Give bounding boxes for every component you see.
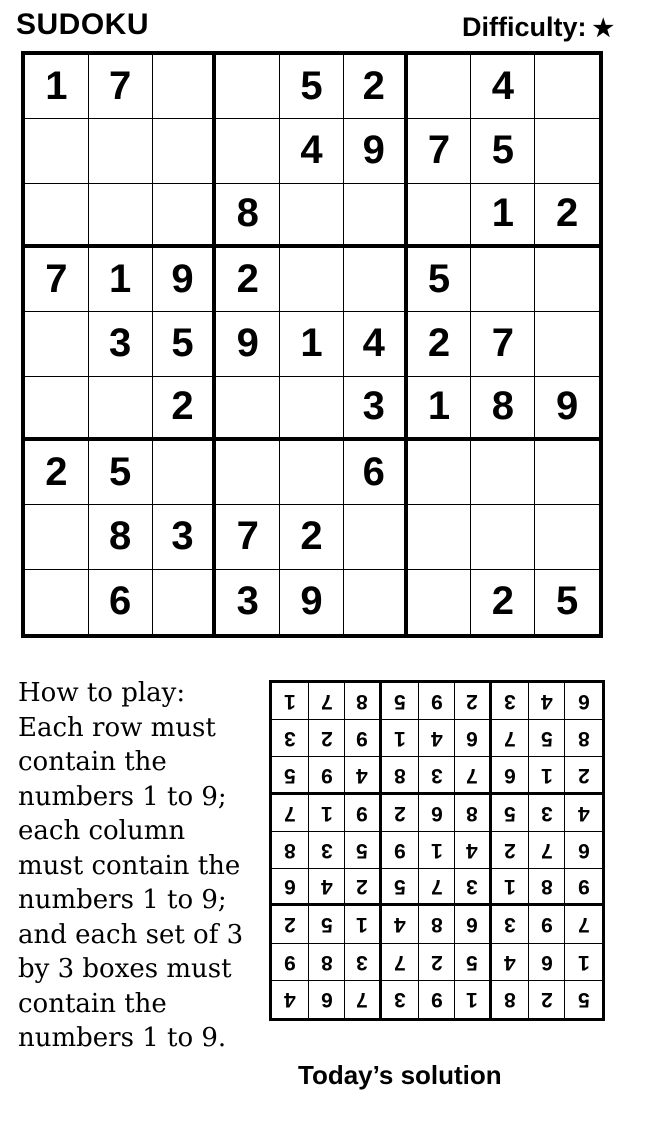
solution-cell-r7c5 <box>419 906 456 943</box>
puzzle-cell-r6c6[interactable]: 3 <box>344 377 408 441</box>
solution-cell-r9c6 <box>455 981 492 1018</box>
solution-digit: 9 <box>320 763 333 787</box>
solution-digit: 6 <box>283 875 296 899</box>
puzzle-cell-r1c2[interactable]: 7 <box>89 55 153 119</box>
solution-cell-r8c1 <box>272 944 309 981</box>
solution-cell-r8c7 <box>492 944 529 981</box>
solution-digit: 9 <box>430 988 443 1012</box>
puzzle-cell-r5c8[interactable]: 7 <box>471 312 535 376</box>
solution-digit: 9 <box>356 727 368 751</box>
puzzle-cell-r7c6[interactable]: 6 <box>344 441 408 505</box>
puzzle-cell-r5c3[interactable]: 5 <box>153 312 217 376</box>
solution-cell-r4c2 <box>309 795 346 832</box>
solution-cell-r6c8 <box>529 869 566 906</box>
solution-cell-r7c2 <box>309 906 346 943</box>
puzzle-cell-r7c5[interactable] <box>280 441 344 505</box>
puzzle-cell-r6c2[interactable] <box>89 377 153 441</box>
puzzle-cell-r8c1[interactable] <box>25 505 89 569</box>
puzzle-cell-r6c1[interactable] <box>25 377 89 441</box>
solution-cell-r2c5 <box>419 720 456 757</box>
solution-cell-r5c2 <box>309 832 346 869</box>
solution-digit: 4 <box>540 690 553 714</box>
puzzle-cell-r8c9[interactable] <box>535 505 599 569</box>
solution-digit: 6 <box>503 763 516 787</box>
solution-cell-r2c7 <box>492 720 529 757</box>
solution-digit: 5 <box>393 875 406 899</box>
solution-cell-r3c5 <box>419 757 456 794</box>
puzzle-cell-r2c9[interactable] <box>535 119 599 183</box>
puzzle-cell-r9c8[interactable]: 2 <box>471 570 535 634</box>
solution-cell-r4c7 <box>492 795 529 832</box>
solution-cell-r5c6 <box>455 832 492 869</box>
solution-cell-r8c4 <box>382 944 419 981</box>
solution-cell-r3c7 <box>492 757 529 794</box>
solution-caption: Today’s solution <box>298 1060 502 1090</box>
solution-digit: 2 <box>430 950 443 974</box>
puzzle-cell-r8c6[interactable] <box>344 505 408 569</box>
puzzle-cell-r4c3[interactable]: 9 <box>153 248 217 312</box>
solution-digit: 3 <box>283 727 296 751</box>
solution-cell-r5c9 <box>565 832 602 869</box>
puzzle-cell-r2c4[interactable] <box>216 119 280 183</box>
solution-cell-r4c1 <box>272 795 309 832</box>
puzzle-cell-r1c9[interactable] <box>535 55 599 119</box>
solution-digit: 1 <box>540 763 553 787</box>
solution-cell-r3c3 <box>345 757 382 794</box>
solution-cell-r7c7 <box>492 906 529 943</box>
solution-cell-r7c8 <box>529 906 566 943</box>
solution-cell-r9c5 <box>419 981 456 1018</box>
puzzle-cell-r3c7[interactable] <box>408 184 472 248</box>
solution-digit: 6 <box>540 950 553 974</box>
solution-digit: 6 <box>430 801 443 825</box>
solution-digit: 4 <box>320 875 333 899</box>
solution-digit: 7 <box>466 763 478 787</box>
puzzle-cell-r3c2[interactable] <box>89 184 153 248</box>
solution-digit: 2 <box>283 913 296 937</box>
puzzle-cell-r9c4[interactable]: 3 <box>216 570 280 634</box>
solution-digit: 1 <box>430 838 443 862</box>
solution-digit: 8 <box>283 838 296 862</box>
puzzle-cell-r3c5[interactable] <box>280 184 344 248</box>
solution-digit: 4 <box>577 801 590 825</box>
solution-cell-r6c1 <box>272 869 309 906</box>
solution-cell-r6c7 <box>492 869 529 906</box>
how-to-play-text: How to play: Each row must contain the numbers 1 to 9; each column must contain the numbers 1 to 9; and each set of 3 by 3 boxes must contain the numbers 1 to 9. <box>18 678 244 1053</box>
puzzle-cell-r2c1[interactable] <box>25 119 89 183</box>
solution-digit: 6 <box>320 988 333 1012</box>
solution-digit: 3 <box>393 988 406 1012</box>
solution-digit: 7 <box>283 801 296 825</box>
solution-digit: 3 <box>503 690 516 714</box>
puzzle-cell-r3c4[interactable]: 8 <box>216 184 280 248</box>
solution-cell-r9c9 <box>565 981 602 1018</box>
solution-digit: 6 <box>577 690 590 714</box>
solution-digit: 4 <box>503 950 516 974</box>
puzzle-cell-r2c5[interactable]: 4 <box>280 119 344 183</box>
solution-digit: 8 <box>393 763 406 787</box>
solution-digit: 6 <box>466 913 478 937</box>
solution-cell-r6c2 <box>309 869 346 906</box>
solution-cell-r7c4 <box>382 906 419 943</box>
solution-cell-r7c1 <box>272 906 309 943</box>
puzzle-cell-r7c4[interactable] <box>216 441 280 505</box>
puzzle-cell-r9c3[interactable] <box>153 570 217 634</box>
solution-digit: 4 <box>393 913 406 937</box>
solution-cell-r9c4 <box>382 981 419 1018</box>
solution-cell-r8c3 <box>345 944 382 981</box>
difficulty-label: Difficulty: <box>461 12 587 42</box>
puzzle-cell-r6c9[interactable]: 9 <box>535 377 599 441</box>
puzzle-cell-r8c3[interactable]: 3 <box>153 505 217 569</box>
solution-digit: 5 <box>577 988 590 1012</box>
puzzle-cell-r4c5[interactable] <box>280 248 344 312</box>
solution-cell-r5c3 <box>345 832 382 869</box>
solution-digit: 7 <box>356 988 368 1012</box>
solution-grid <box>269 680 605 1021</box>
solution-cell-r6c5 <box>419 869 456 906</box>
solution-cell-r5c8 <box>529 832 566 869</box>
puzzle-cell-r7c9[interactable] <box>535 441 599 505</box>
puzzle-cell-r1c1[interactable]: 1 <box>25 55 89 119</box>
solution-digit: 3 <box>466 875 478 899</box>
solution-digit: 4 <box>466 838 478 862</box>
solution-digit: 9 <box>540 913 553 937</box>
solution-cell-r8c8 <box>529 944 566 981</box>
puzzle-cell-r1c5[interactable]: 5 <box>280 55 344 119</box>
solution-cell-r6c9 <box>565 869 602 906</box>
solution-cell-r8c6 <box>455 944 492 981</box>
solution-cell-r6c3 <box>345 869 382 906</box>
solution-cell-r2c3 <box>345 720 382 757</box>
solution-digit: 3 <box>503 913 516 937</box>
solution-cell-r6c6 <box>455 869 492 906</box>
puzzle-cell-r4c4[interactable]: 2 <box>216 248 280 312</box>
puzzle-cell-r3c6[interactable] <box>344 184 408 248</box>
puzzle-cell-r6c3[interactable]: 2 <box>153 377 217 441</box>
solution-digit: 3 <box>320 838 333 862</box>
puzzle-cell-r5c5[interactable]: 1 <box>280 312 344 376</box>
solution-digit: 7 <box>540 838 553 862</box>
solution-cell-r2c6 <box>455 720 492 757</box>
solution-digit: 2 <box>466 690 478 714</box>
solution-cell-r2c1 <box>272 720 309 757</box>
solution-cell-r5c7 <box>492 832 529 869</box>
solution-digit: 9 <box>577 875 590 899</box>
puzzle-cell-r9c9[interactable]: 5 <box>555 579 579 624</box>
puzzle-cell-r6c8[interactable]: 8 <box>471 377 535 441</box>
solution-cell-r2c4 <box>382 720 419 757</box>
solution-cell-r2c9 <box>565 720 602 757</box>
solution-cell-r6c4 <box>382 869 419 906</box>
puzzle-cell-r7c7[interactable] <box>408 441 472 505</box>
solution-digit: 9 <box>430 690 443 714</box>
puzzle-cell-r4c9[interactable] <box>535 248 599 312</box>
puzzle-cell-r9c5[interactable]: 9 <box>280 570 344 634</box>
solution-digit: 2 <box>320 727 333 751</box>
puzzle-cell-r5c4[interactable]: 9 <box>216 312 280 376</box>
puzzle-cell-r9c2[interactable]: 6 <box>89 570 153 634</box>
solution-digit: 8 <box>320 950 333 974</box>
solution-cell-r7c6 <box>455 906 492 943</box>
solution-cell-r5c4 <box>382 832 419 869</box>
solution-cell-r1c1 <box>272 683 309 720</box>
puzzle-cell-r6c4[interactable] <box>216 377 280 441</box>
solution-cell-r5c5 <box>419 832 456 869</box>
puzzle-cell-r1c3[interactable] <box>153 55 217 119</box>
solution-cell-r8c2 <box>309 944 346 981</box>
solution-cell-r3c6 <box>455 757 492 794</box>
puzzle-cell-r5c9[interactable] <box>535 312 599 376</box>
solution-cell-r8c5 <box>419 944 456 981</box>
solution-cell-r1c8 <box>529 683 566 720</box>
puzzle-cell-r2c8[interactable]: 5 <box>471 119 535 183</box>
solution-cell-r3c9 <box>565 757 602 794</box>
solution-cell-r1c6 <box>455 683 492 720</box>
puzzle-cell-r8c2[interactable]: 8 <box>89 505 153 569</box>
solution-cell-r3c1 <box>272 757 309 794</box>
solution-cell-r9c7 <box>492 981 529 1018</box>
solution-digit: 1 <box>356 913 368 937</box>
puzzle-cell-r7c2[interactable]: 5 <box>89 441 153 505</box>
solution-digit: 3 <box>356 950 368 974</box>
solution-digit: 1 <box>320 801 333 825</box>
solution-cell-r2c2 <box>309 720 346 757</box>
solution-digit: 5 <box>466 950 478 974</box>
solution-cell-r4c3 <box>345 795 382 832</box>
solution-digit: 1 <box>466 988 478 1012</box>
puzzle-cell-r7c3[interactable] <box>153 441 217 505</box>
sudoku-grid[interactable] <box>21 51 603 638</box>
puzzle-cell-r4c7[interactable]: 5 <box>408 248 472 312</box>
puzzle-cell-r1c6[interactable]: 2 <box>344 55 408 119</box>
puzzle-cell-r1c7[interactable] <box>408 55 472 119</box>
puzzle-cell-r8c5[interactable]: 2 <box>280 505 344 569</box>
puzzle-cell-r7c8[interactable] <box>471 441 535 505</box>
solution-digit: 5 <box>503 801 516 825</box>
puzzle-cell-r9c7[interactable] <box>408 570 472 634</box>
puzzle-cell-r3c8[interactable]: 1 <box>471 184 535 248</box>
puzzle-cell-r9c1[interactable] <box>25 570 89 634</box>
solution-digit: 1 <box>393 727 406 751</box>
puzzle-cell-r4c6[interactable] <box>344 248 408 312</box>
difficulty-rating <box>462 12 614 43</box>
solution-digit: 4 <box>283 988 296 1012</box>
solution-cell-r2c8 <box>529 720 566 757</box>
solution-digit: 7 <box>503 727 516 751</box>
solution-digit: 8 <box>540 875 553 899</box>
solution-digit: 9 <box>283 950 296 974</box>
solution-digit: 7 <box>393 950 406 974</box>
solution-cell-r7c3 <box>345 906 382 943</box>
solution-cell-r4c5 <box>419 795 456 832</box>
puzzle-cell-r4c1[interactable]: 7 <box>25 248 89 312</box>
solution-cell-r9c3 <box>345 981 382 1018</box>
puzzle-cell-r3c1[interactable] <box>25 184 89 248</box>
solution-cell-r1c4 <box>382 683 419 720</box>
solution-cell-r1c2 <box>309 683 346 720</box>
puzzle-cell-r6c7[interactable]: 1 <box>408 377 472 441</box>
solution-digit: 5 <box>356 838 368 862</box>
solution-digit: 8 <box>430 913 443 937</box>
solution-digit: 3 <box>540 801 553 825</box>
solution-digit: 2 <box>503 838 516 862</box>
solution-digit: 5 <box>320 913 333 937</box>
solution-digit: 8 <box>356 690 368 714</box>
star-icon: ★ <box>592 15 614 42</box>
puzzle-cell-r8c7[interactable] <box>408 505 472 569</box>
puzzle-cell-r8c8[interactable] <box>471 505 535 569</box>
solution-cell-r8c9 <box>565 944 602 981</box>
solution-cell-r7c9 <box>565 906 602 943</box>
solution-digit: 5 <box>393 690 406 714</box>
solution-cell-r9c1 <box>272 981 309 1018</box>
solution-digit: 2 <box>356 875 368 899</box>
solution-digit: 7 <box>320 690 333 714</box>
puzzle-cell-r1c8[interactable]: 4 <box>471 55 535 119</box>
puzzle-cell-r2c7[interactable]: 7 <box>408 119 472 183</box>
solution-digit: 4 <box>430 727 443 751</box>
solution-digit: 6 <box>577 838 590 862</box>
puzzle-cell-r5c6[interactable]: 4 <box>344 312 408 376</box>
puzzle-cell-r8c4[interactable]: 7 <box>216 505 280 569</box>
solution-digit: 1 <box>283 690 296 714</box>
solution-cell-r5c1 <box>272 832 309 869</box>
puzzle-cell-r2c2[interactable] <box>89 119 153 183</box>
puzzle-cell-r2c6[interactable]: 9 <box>344 119 408 183</box>
solution-digit: 6 <box>466 727 478 751</box>
solution-digit: 1 <box>503 875 516 899</box>
puzzle-cell-r3c9[interactable]: 2 <box>535 184 599 248</box>
solution-digit: 9 <box>393 838 406 862</box>
solution-digit: 2 <box>577 763 590 787</box>
solution-digit: 5 <box>540 727 553 751</box>
solution-cell-r1c3 <box>345 683 382 720</box>
solution-cell-r3c4 <box>382 757 419 794</box>
solution-digit: 8 <box>577 727 590 751</box>
solution-cell-r1c9 <box>565 683 602 720</box>
solution-digit: 8 <box>503 988 516 1012</box>
solution-cell-r1c5 <box>419 683 456 720</box>
solution-cell-r1c7 <box>492 683 529 720</box>
solution-cell-r3c8 <box>529 757 566 794</box>
puzzle-cell-r4c8[interactable] <box>471 248 535 312</box>
puzzle-cell-r6c5[interactable] <box>280 377 344 441</box>
solution-digit: 2 <box>393 801 406 825</box>
solution-digit: 9 <box>356 801 368 825</box>
solution-cell-r9c8 <box>529 981 566 1018</box>
solution-digit: 1 <box>577 950 590 974</box>
solution-cell-r4c6 <box>455 795 492 832</box>
puzzle-cell-r3c3[interactable] <box>153 184 217 248</box>
puzzle-cell-r9c6[interactable] <box>344 570 408 634</box>
solution-cell-r4c8 <box>529 795 566 832</box>
puzzle-cell-r1c4[interactable] <box>216 55 280 119</box>
puzzle-title: SUDOKU <box>16 8 150 41</box>
solution-cell-r4c9 <box>565 795 602 832</box>
solution-cell-r4c4 <box>382 795 419 832</box>
puzzle-cell-r5c1[interactable] <box>25 312 89 376</box>
solution-digit: 7 <box>430 875 443 899</box>
solution-cell-r9c2 <box>309 981 346 1018</box>
solution-digit: 5 <box>283 763 296 787</box>
solution-digit: 8 <box>466 801 478 825</box>
solution-cell-r3c2 <box>309 757 346 794</box>
solution-digit: 2 <box>540 988 553 1012</box>
puzzle-cell-r4c2[interactable]: 1 <box>89 248 153 312</box>
solution-digit: 3 <box>430 763 443 787</box>
puzzle-cell-r5c2[interactable]: 3 <box>89 312 153 376</box>
solution-digit: 7 <box>577 913 590 937</box>
solution-digit: 4 <box>356 763 368 787</box>
puzzle-cell-r5c7[interactable]: 2 <box>408 312 472 376</box>
puzzle-cell-r7c1[interactable]: 2 <box>25 441 89 505</box>
puzzle-cell-r2c3[interactable] <box>153 119 217 183</box>
